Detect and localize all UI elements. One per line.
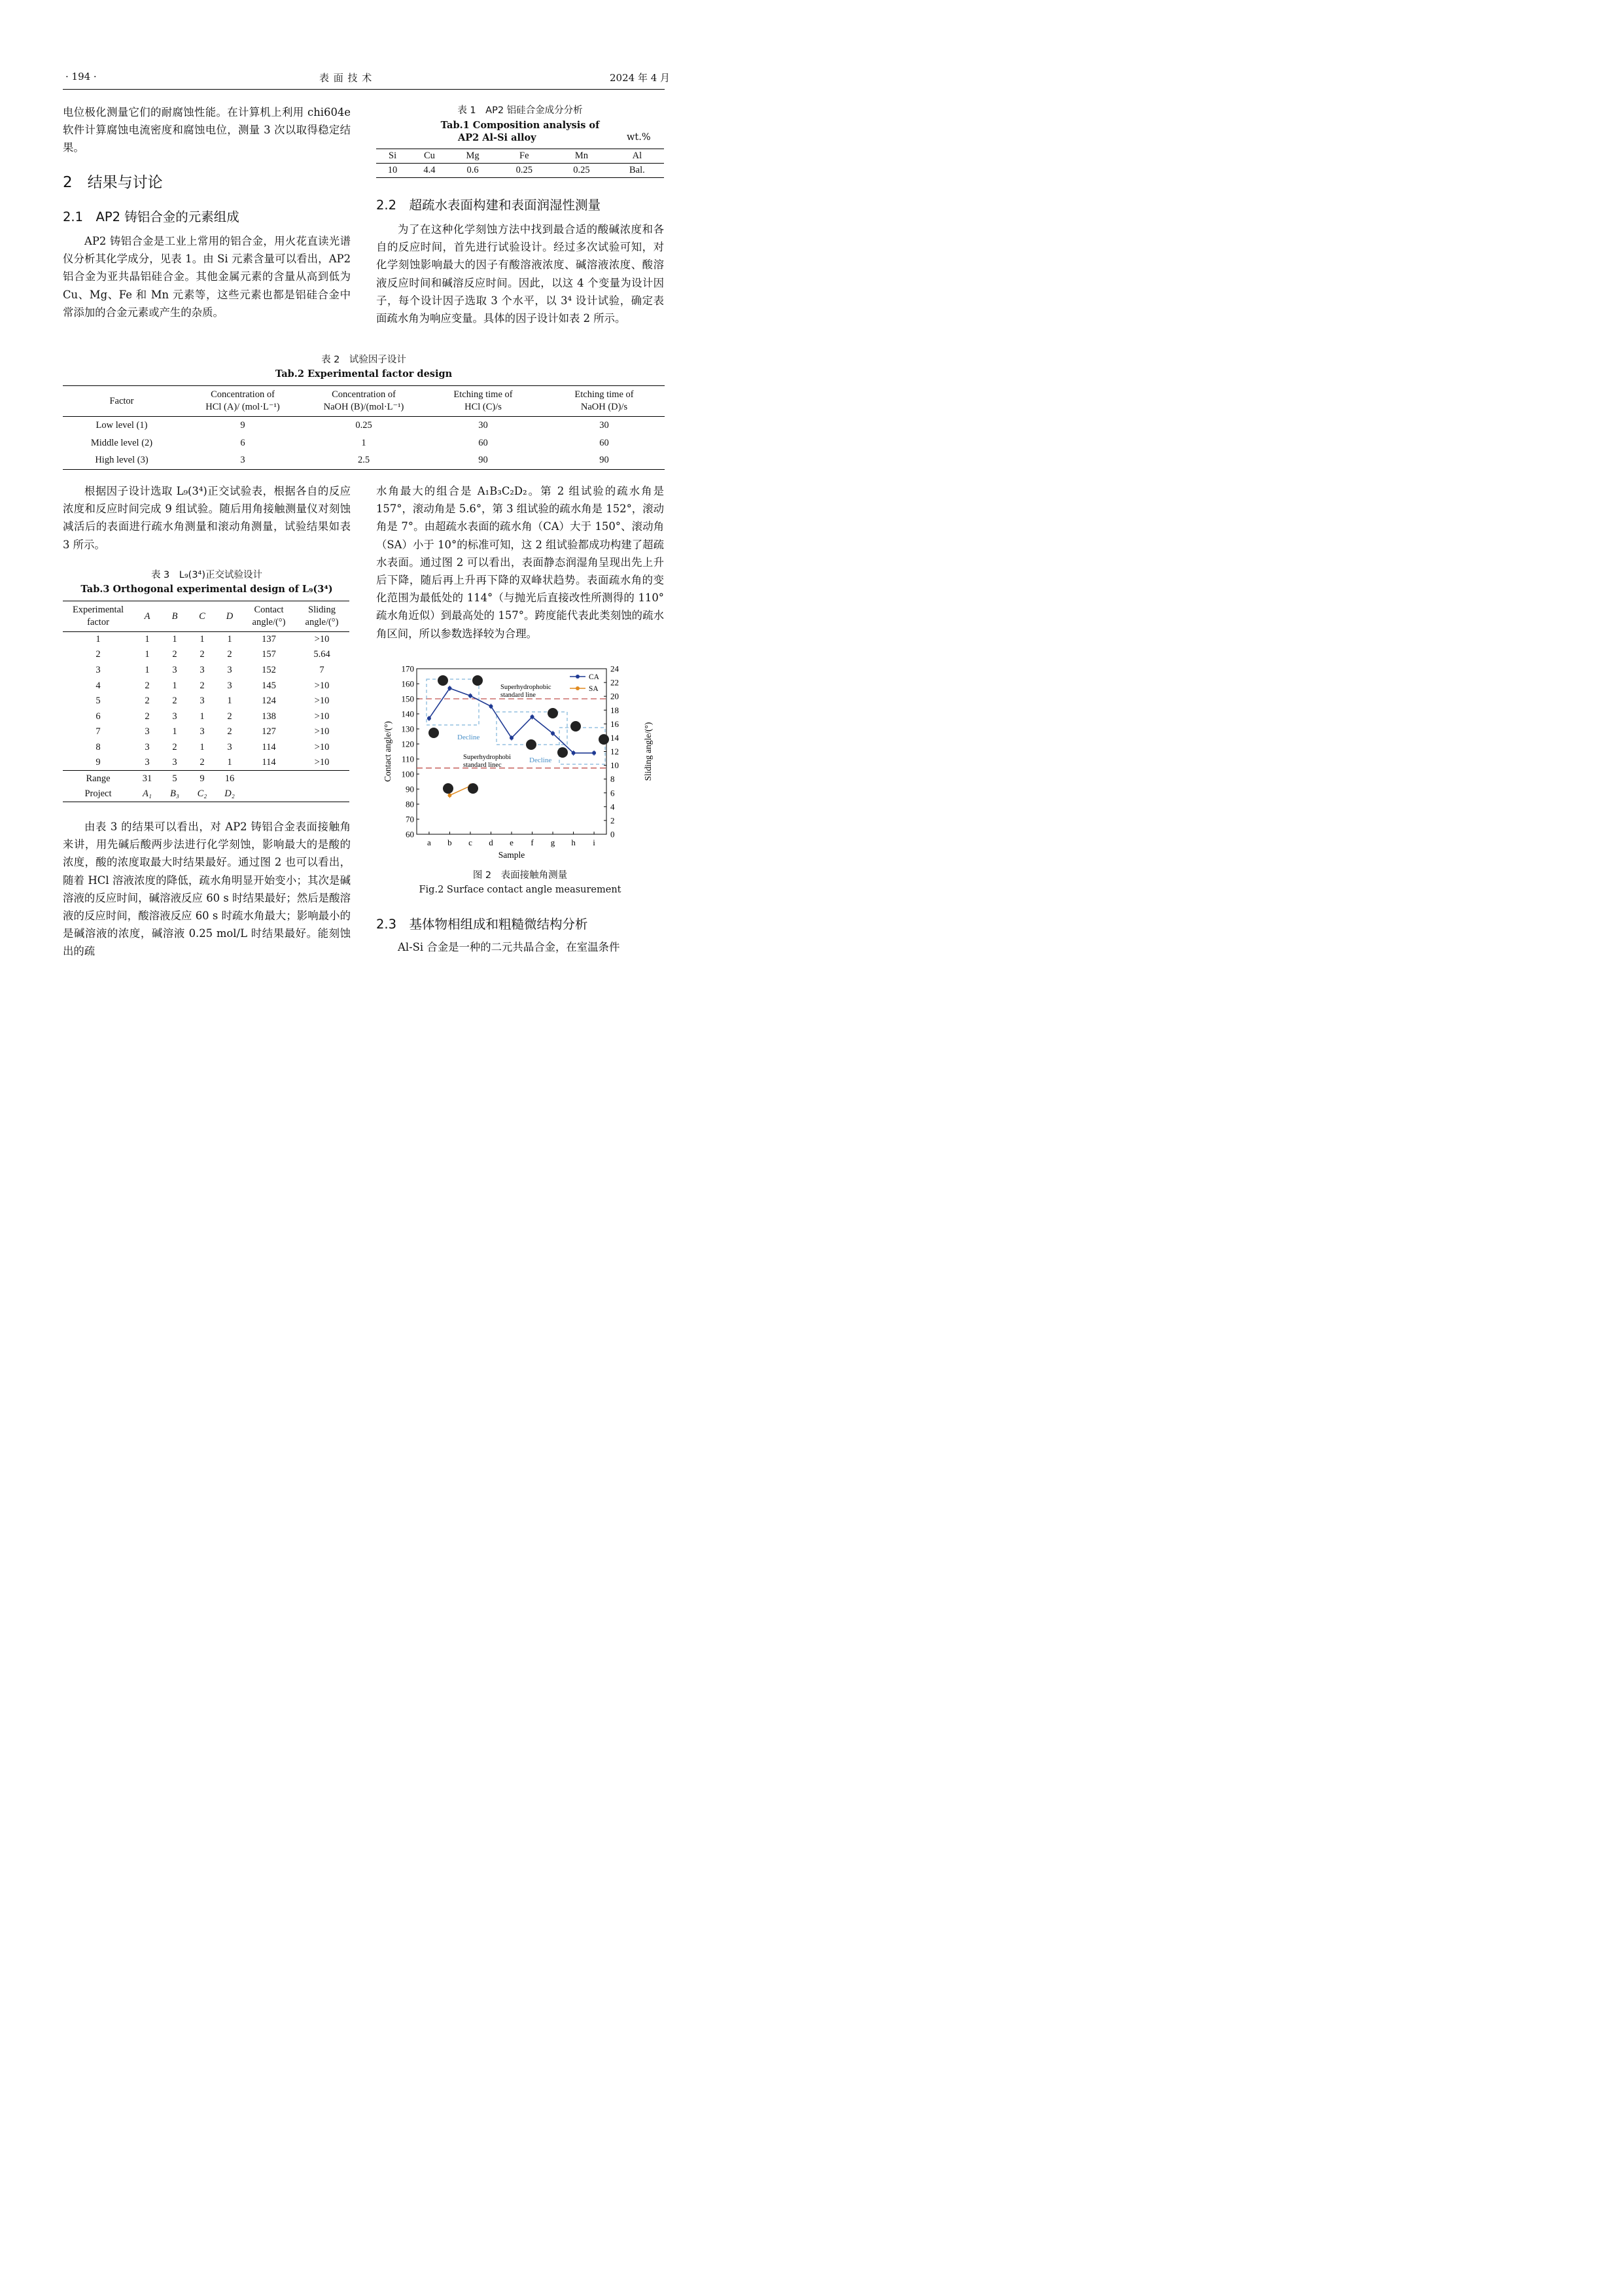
table3-cell: 2	[145, 680, 150, 691]
table3	[63, 601, 349, 802]
table3-cell: >10	[314, 680, 330, 691]
paragraph-analysis: 由表 3 的结果可以看出，对 AP2 铸铝合金表面接触角来讲，用先碱后酸两步法进行化学刻蚀，影响最大的是酸的浓度，酸的浓度取最大时结果最好。通过图 2 也可以看出，随着 HCl 溶液浓度的降低，疏水角明显开始变小；其次是碱溶液的反应时间，碱溶液反应 60 s 时结果最好；然后是酸溶液的反应时间，酸溶液反应 60 s 时疏水角最大；影响最小的是碱溶液的浓度，碱溶液 0.25 mol/L 时结果最好。能刻蚀出的疏	[63, 821, 351, 958]
y2-axis-label: Sliding angle/(°)	[643, 722, 653, 781]
table1-header: Cu	[423, 150, 435, 161]
table3-caption-cn: 表 3 L₉(3⁴)正交试验设计	[150, 570, 263, 580]
y-tick-label: 70	[406, 814, 414, 824]
table3-cell: 2	[172, 696, 177, 707]
annotation-box	[427, 679, 479, 725]
table3-cell: 5.64	[313, 649, 330, 660]
table3-project-label: Project	[84, 788, 112, 800]
table1-header: Si	[389, 150, 397, 161]
table3-cell: 1	[200, 634, 205, 645]
table3-cell: 3	[200, 664, 205, 675]
section-2-heading: 2 结果与讨论	[63, 174, 163, 191]
table2-cell: 2.5	[357, 455, 370, 466]
annotation-text: Superhydrophobic	[500, 684, 551, 691]
table3-cell: 1	[200, 741, 205, 752]
x-tick-label: h	[571, 838, 576, 847]
table1-cell: 0.25	[573, 165, 590, 175]
table3-cell: 6	[96, 711, 101, 722]
table1-cell: 4.4	[423, 165, 436, 175]
table3-cell: 1	[227, 757, 232, 768]
y2-tick-label: 14	[610, 732, 619, 743]
figure2-caption-cn: 图 2 表面接触角测量	[472, 870, 568, 881]
table3-cell: 3	[145, 757, 150, 768]
droplet-icon	[570, 721, 581, 732]
legend-marker	[576, 675, 580, 679]
y-tick-label: 60	[406, 829, 414, 839]
figure2-caption-en: Fig.2 Surface contact angle measurement	[419, 885, 621, 895]
table3-cell: 3	[145, 726, 150, 737]
x-tick-label: g	[550, 838, 555, 847]
page-number: · 194 ·	[65, 71, 97, 82]
data-point-ca	[510, 736, 514, 740]
table2-header-a: Concentration of HCl (A)/ (mol·L⁻¹)	[205, 389, 280, 412]
table3-cell: 3	[227, 664, 232, 675]
paragraph-l9-design: 根据因子设计选取 L₉(3⁴)正交试验表，根据各自的反应浓度和反应时间完成 9 组试验。随后用角接触测量仪对刻蚀减活后的表面进行疏水角测量和滚动角测量，试验结果如表 3 所示。	[63, 485, 351, 551]
table3-cell: 138	[262, 711, 276, 722]
table2-header-factor: Factor	[109, 395, 134, 406]
y2-tick-label: 10	[610, 760, 619, 771]
table3-cell: 1	[172, 726, 177, 737]
header-rule	[63, 89, 665, 90]
droplet-icon	[557, 747, 568, 758]
table3-cell: 3	[172, 711, 177, 722]
x-tick-label: f	[531, 838, 534, 847]
y2-tick-label: 4	[610, 802, 615, 812]
table3-cell: 2	[172, 741, 177, 752]
y-tick-label: 80	[406, 799, 414, 809]
table3-cell: >10	[314, 741, 330, 752]
y-tick-label: 150	[401, 694, 414, 704]
y-tick-label: 160	[401, 679, 414, 689]
table2-cell: 90	[599, 455, 609, 466]
table1-cell: 0.25	[515, 165, 532, 175]
y2-tick-label: 12	[610, 747, 619, 756]
table2-cell: Low level (1)	[96, 419, 148, 431]
x-axis-label: Sample	[498, 850, 525, 860]
droplet-icon	[599, 734, 609, 745]
table3-cell: 1	[172, 634, 177, 645]
table2-header-d: Etching time of NaOH (D)/s	[574, 389, 634, 412]
droplet-icon	[472, 675, 483, 686]
y2-tick-label: 22	[610, 677, 619, 688]
table3-cell: 114	[262, 741, 276, 752]
table3-cell: 1	[96, 634, 101, 645]
table3-project-cell: C₂	[197, 788, 207, 800]
table1-header: Fe	[519, 150, 529, 161]
table2-cell: 9	[240, 419, 245, 431]
table3-header-a: A	[144, 610, 150, 622]
table2-cell: 60	[599, 437, 609, 448]
table3-cell: 145	[262, 680, 276, 691]
table3-cell: 1	[172, 680, 177, 691]
legend-label: CA	[589, 673, 599, 681]
data-point-ca	[447, 686, 451, 690]
data-point-ca	[468, 694, 472, 698]
table3-range-label: Range	[86, 773, 111, 784]
table2-caption-en: Tab.2 Experimental factor design	[275, 368, 453, 380]
table3-cell: 3	[172, 664, 177, 675]
legend-label: SA	[589, 685, 599, 693]
table3-cell: 3	[145, 741, 150, 752]
table3-cell: 2	[227, 649, 232, 660]
table3-cell: 2	[200, 649, 205, 660]
table3-cell: 1	[227, 696, 232, 707]
table3-cell: 2	[200, 680, 205, 691]
legend-marker	[576, 686, 580, 690]
table1-unit: wt.%	[627, 132, 651, 143]
journal-title: 表 面 技 术	[319, 72, 373, 84]
table1-header: Al	[632, 150, 642, 161]
table2-cell: 30	[599, 419, 609, 431]
table3-cell: >10	[314, 696, 330, 707]
x-tick-label: i	[593, 838, 595, 847]
table1	[376, 149, 664, 178]
table3-cell: 127	[262, 726, 276, 737]
table1-caption-en2: AP2 Al-Si alloy	[458, 132, 536, 143]
y-tick-label: 140	[401, 709, 414, 719]
annotation-text: standard line	[500, 692, 536, 699]
table1-caption-cn: 表 1 AP2 铝硅合金成分分析	[457, 105, 583, 116]
y2-tick-label: 2	[610, 815, 615, 826]
table3-cell: 3	[227, 680, 232, 691]
annotation-text: Superhydrophobi	[463, 754, 511, 761]
table3-header-d: D	[226, 610, 234, 622]
table3-range-cell: 16	[224, 773, 235, 784]
y2-tick-label: 16	[610, 718, 619, 729]
x-tick-label: c	[468, 838, 472, 847]
table2-cell: 0.25	[355, 419, 372, 431]
y2-tick-label: 20	[610, 691, 619, 701]
table2-cell: High level (3)	[95, 455, 148, 466]
table3-cell: 5	[96, 696, 101, 707]
table1-header: Mg	[466, 150, 480, 161]
table2-caption-cn: 表 2 试验因子设计	[321, 355, 406, 365]
table1-cell: 0.6	[466, 165, 479, 175]
table3-cell: 137	[262, 634, 276, 645]
droplet-icon	[428, 728, 439, 738]
table2-cell: 1	[361, 437, 366, 448]
section-2-2-heading: 2.2 超疏水表面构建和表面润湿性测量	[376, 198, 601, 213]
table3-cell: 1	[145, 634, 150, 645]
section-2-1-text: AP2 铸铝合金是工业上常用的铝合金，用火花直读光谱仪分析其化学成分，见表 1。由 Si 元素含量可以看出，AP2 铝合金为亚共晶铝硅合金。其他金属元素的含量从高到低为 Cu、Mg、Fe 和 Mn 元素等，这些元素也都是铝硅合金中常添加的合金元素或产生的杂质。	[63, 235, 351, 319]
table2-header-c: Etching time of HCl (C)/s	[453, 389, 513, 412]
table3-cell: 3	[227, 741, 232, 752]
table3-cell: 7	[96, 726, 101, 737]
table2-cell: 3	[240, 455, 245, 466]
table3-cell: >10	[314, 757, 330, 768]
y2-tick-label: 18	[610, 705, 619, 715]
table3-header-b: B	[171, 610, 178, 622]
table3-cell: 1	[145, 664, 150, 675]
table3-cell: >10	[314, 726, 330, 737]
table3-cell: 1	[227, 634, 232, 645]
data-point-sa	[447, 794, 451, 798]
y-tick-label: 110	[401, 754, 414, 764]
table3-cell: 2	[227, 726, 232, 737]
table1-caption-en1: Tab.1 Composition analysis of	[440, 120, 600, 131]
table3-cell: 114	[262, 757, 276, 768]
table3-cell: >10	[314, 634, 330, 645]
table3-cell: 4	[96, 680, 101, 691]
table3-header-sliding: Sliding angle/(°)	[305, 605, 339, 627]
y2-tick-label: 8	[610, 774, 615, 785]
table3-header-c: C	[199, 610, 205, 622]
table3-cell: 1	[200, 711, 205, 722]
table2-cell: 6	[240, 437, 245, 448]
table1-cell: Bal.	[629, 165, 645, 175]
table3-cell: 3	[200, 726, 205, 737]
table3-cell: 3	[96, 664, 101, 675]
table3-cell: 2	[145, 696, 150, 707]
data-point-ca	[572, 751, 576, 755]
annotation-text: standard linec	[463, 762, 502, 769]
table3-project-cell: D₂	[224, 788, 235, 800]
data-point-ca	[531, 715, 534, 719]
y-axis-label: Contact angle/(°)	[383, 721, 393, 782]
table3-cell: 1	[145, 649, 150, 660]
section-2-3-text: Al-Si 合金是一种的二元共晶合金，在室温条件	[398, 941, 620, 953]
y-tick-label: 90	[406, 784, 414, 794]
y-tick-label: 130	[401, 724, 414, 734]
issue-date: 2024 年 4 月	[610, 72, 671, 84]
table3-cell: 124	[262, 696, 276, 707]
data-point-ca	[551, 732, 555, 735]
table1-cell: 10	[387, 165, 398, 175]
table3-cell: 9	[96, 757, 101, 768]
data-point-ca	[489, 705, 493, 709]
table3-cell: 2	[96, 649, 101, 660]
paragraph-result: 水角最大的组合是 A₁B₃C₂D₂。第 2 组试验的疏水角是 157°，滚动角是 5.6°，第 3 组试验的疏水角是 152°，滚动角是 7°。由超疏水表面的疏水角（CA）大于 150°、滚动角（SA）小于 10°的标准可知，这 2 组试验都成功构建了超疏水表面。通过图 2 可以看出，表面静态润湿角呈现出先上升后下降，随后再上升再下降的双峰状趋势。表面疏水角的变化范围为最低处的 114°（与抛光后直接改性所测得的 110°疏水角近似）到最高处的 157°。跨度能代表此类刻蚀的疏水角区间，所以参数选择较为合理。	[376, 485, 664, 640]
table3-range-cell: 9	[200, 773, 205, 784]
droplet-icon	[438, 675, 448, 686]
table3-cell: 157	[262, 649, 276, 660]
table2-cell: 90	[478, 455, 488, 466]
y2-tick-label: 0	[610, 829, 615, 839]
table3-project-cell: A₁	[143, 788, 152, 800]
y-tick-label: 170	[401, 663, 414, 674]
table2-cell: Middle level (2)	[90, 437, 153, 448]
data-point-ca	[427, 716, 431, 720]
table3-range-cell: 31	[142, 773, 152, 784]
section-2-2-text: 为了在这种化学刻蚀方法中找到最合适的酸碱浓度和各自的反应时间，首先进行试验设计。经过多次试验可知，对化学刻蚀影响最大的因子有酸溶液浓度、碱溶液浓度、酸溶液反应时间和碱溶反应时间。因此，以这 4 个变量为设计因子，每个设计因子选取 3 个水平，以 3⁴ 设计试验，确定表面疏水角为响应变量。具体的因子设计如表 2 所示。	[376, 223, 664, 325]
table3-caption-en: Tab.3 Orthogonal experimental design of L₉(3⁴)	[80, 584, 333, 595]
table3-range-cell: 5	[172, 773, 177, 784]
x-tick-label: a	[427, 838, 431, 847]
table3-cell: 152	[262, 664, 276, 675]
table3-header-contact: Contact angle/(°)	[252, 605, 286, 627]
droplet-icon	[468, 783, 478, 794]
annotation-decline: Decline	[529, 756, 552, 764]
y2-tick-label: 24	[610, 663, 619, 674]
section-2-1-heading: 2.1 AP2 铸铝合金的元素组成	[63, 209, 239, 224]
data-point-ca	[592, 751, 596, 755]
table2-cell: 60	[478, 437, 488, 448]
intro-paragraph: 电位极化测量它们的耐腐蚀性能。在计算机上利用 chi604e 软件计算腐蚀电流密度和腐蚀电位，测量 3 次以取得稳定结果。	[63, 106, 351, 154]
contact-angle-chart	[376, 661, 664, 865]
table3-project-cell: B₃	[170, 788, 179, 800]
table3-cell: 3	[172, 757, 177, 768]
x-tick-label: e	[510, 838, 514, 847]
droplet-icon	[526, 739, 536, 750]
table2-header-b: Concentration of NaOH (B)/(mol·L⁻¹)	[323, 389, 404, 412]
table3-cell: >10	[314, 711, 330, 722]
table3-cell: 7	[319, 664, 324, 675]
y-tick-label: 100	[401, 769, 414, 779]
table3-cell: 2	[145, 711, 150, 722]
y-tick-label: 120	[401, 739, 414, 749]
table1-header: Mn	[574, 150, 589, 161]
droplet-icon	[548, 708, 558, 718]
table3-cell: 2	[227, 711, 232, 722]
table3-cell: 2	[172, 649, 177, 660]
table2	[63, 385, 665, 470]
section-2-3-heading: 2.3 基体物相组成和粗糙微结构分析	[376, 917, 588, 932]
table3-cell: 2	[200, 757, 205, 768]
y2-tick-label: 6	[610, 788, 615, 798]
x-tick-label: b	[447, 838, 452, 847]
annotation-decline: Decline	[457, 733, 480, 741]
droplet-icon	[443, 783, 453, 794]
table3-cell: 3	[200, 696, 205, 707]
x-tick-label: d	[489, 838, 493, 847]
table3-header-factor: Experimental factor	[72, 605, 124, 627]
table3-cell: 8	[96, 741, 101, 752]
table2-cell: 30	[478, 419, 488, 431]
